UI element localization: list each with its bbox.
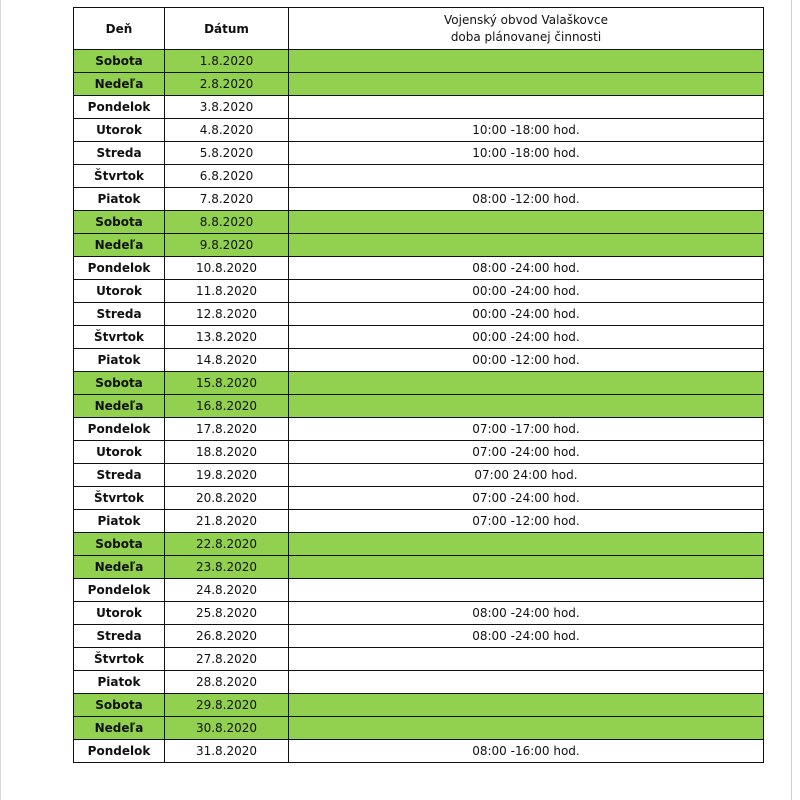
table-row <box>74 119 764 142</box>
activity-time-cell <box>289 533 764 556</box>
activity-time-cell: 07:00 24:00 hod. <box>289 464 764 487</box>
day-cell: Štvrtok <box>74 326 165 349</box>
activity-time-cell <box>289 96 764 119</box>
date-cell: 17.8.2020 <box>165 418 289 441</box>
table-row <box>74 349 764 372</box>
table-row <box>74 418 764 441</box>
table-row <box>74 303 764 326</box>
activity-time-cell: 07:00 -24:00 hod. <box>289 487 764 510</box>
activity-time-cell: 00:00 -24:00 hod. <box>289 303 764 326</box>
table-row <box>74 142 764 165</box>
table-row <box>74 579 764 602</box>
activity-time-cell <box>289 165 764 188</box>
table-row <box>74 487 764 510</box>
table-row <box>74 648 764 671</box>
activity-time-cell <box>289 648 764 671</box>
day-cell: Štvrtok <box>74 487 165 510</box>
activity-time-cell <box>289 211 764 234</box>
activity-time-cell: 08:00 -24:00 hod. <box>289 625 764 648</box>
activity-time-cell: 08:00 -16:00 hod. <box>289 740 764 763</box>
day-cell: Utorok <box>74 441 165 464</box>
date-cell: 28.8.2020 <box>165 671 289 694</box>
activity-time-cell: 08:00 -12:00 hod. <box>289 188 764 211</box>
day-cell: Sobota <box>74 694 165 717</box>
activity-time-cell: 08:00 -24:00 hod. <box>289 602 764 625</box>
date-cell: 12.8.2020 <box>165 303 289 326</box>
page-edge-left <box>0 0 1 800</box>
date-cell: 19.8.2020 <box>165 464 289 487</box>
day-cell: Utorok <box>74 119 165 142</box>
activity-time-cell: 07:00 -24:00 hod. <box>289 441 764 464</box>
date-cell: 26.8.2020 <box>165 625 289 648</box>
date-cell: 22.8.2020 <box>165 533 289 556</box>
day-cell: Pondelok <box>74 740 165 763</box>
table-row <box>74 717 764 740</box>
table-row <box>74 73 764 96</box>
date-cell: 13.8.2020 <box>165 326 289 349</box>
activity-time-cell <box>289 556 764 579</box>
day-cell: Piatok <box>74 671 165 694</box>
day-cell: Sobota <box>74 50 165 73</box>
date-cell: 23.8.2020 <box>165 556 289 579</box>
table-row <box>74 556 764 579</box>
activity-time-cell <box>289 372 764 395</box>
activity-time-cell: 10:00 -18:00 hod. <box>289 142 764 165</box>
table-row <box>74 188 764 211</box>
day-cell: Streda <box>74 142 165 165</box>
activity-time-cell: 07:00 -17:00 hod. <box>289 418 764 441</box>
day-cell: Sobota <box>74 211 165 234</box>
date-cell: 9.8.2020 <box>165 234 289 257</box>
activity-time-cell: 10:00 -18:00 hod. <box>289 119 764 142</box>
table-row <box>74 211 764 234</box>
date-cell: 30.8.2020 <box>165 717 289 740</box>
table-row <box>74 326 764 349</box>
date-cell: 25.8.2020 <box>165 602 289 625</box>
date-cell: 8.8.2020 <box>165 211 289 234</box>
activity-time-cell <box>289 579 764 602</box>
day-cell: Pondelok <box>74 96 165 119</box>
table-row <box>74 280 764 303</box>
activity-time-cell <box>289 694 764 717</box>
date-cell: 16.8.2020 <box>165 395 289 418</box>
activity-time-cell: 07:00 -12:00 hod. <box>289 510 764 533</box>
date-cell: 4.8.2020 <box>165 119 289 142</box>
date-cell: 24.8.2020 <box>165 579 289 602</box>
header-location-line1: Vojenský obvod Valaškovce <box>444 12 608 27</box>
table-row <box>74 257 764 280</box>
table-header-row <box>74 8 764 50</box>
date-cell: 1.8.2020 <box>165 50 289 73</box>
day-cell: Štvrtok <box>74 165 165 188</box>
day-cell: Nedeľa <box>74 717 165 740</box>
activity-time-cell <box>289 234 764 257</box>
day-cell: Utorok <box>74 602 165 625</box>
activity-time-cell: 08:00 -24:00 hod. <box>289 257 764 280</box>
activity-time-cell: 00:00 -24:00 hod. <box>289 280 764 303</box>
schedule-table <box>73 7 764 763</box>
date-cell: 20.8.2020 <box>165 487 289 510</box>
date-cell: 14.8.2020 <box>165 349 289 372</box>
header-location-line2: doba plánovanej činnosti <box>450 29 602 44</box>
date-cell: 11.8.2020 <box>165 280 289 303</box>
day-cell: Piatok <box>74 510 165 533</box>
activity-time-cell <box>289 50 764 73</box>
table-row <box>74 395 764 418</box>
date-cell: 29.8.2020 <box>165 694 289 717</box>
table-row <box>74 510 764 533</box>
day-cell: Nedeľa <box>74 395 165 418</box>
day-cell: Štvrtok <box>74 648 165 671</box>
day-cell: Piatok <box>74 188 165 211</box>
table-row <box>74 96 764 119</box>
activity-time-cell: 00:00 -24:00 hod. <box>289 326 764 349</box>
table-row <box>74 740 764 763</box>
header-location <box>289 8 764 50</box>
date-cell: 18.8.2020 <box>165 441 289 464</box>
table-row <box>74 441 764 464</box>
day-cell: Nedeľa <box>74 556 165 579</box>
day-cell: Streda <box>74 625 165 648</box>
schedule-body <box>74 50 764 763</box>
day-cell: Piatok <box>74 349 165 372</box>
day-cell: Nedeľa <box>74 234 165 257</box>
activity-time-cell <box>289 395 764 418</box>
date-cell: 27.8.2020 <box>165 648 289 671</box>
day-cell: Pondelok <box>74 418 165 441</box>
date-cell: 5.8.2020 <box>165 142 289 165</box>
date-cell: 10.8.2020 <box>165 257 289 280</box>
table-row <box>74 671 764 694</box>
day-cell: Pondelok <box>74 579 165 602</box>
table-row <box>74 165 764 188</box>
page-edge-right <box>791 0 792 800</box>
table-row <box>74 533 764 556</box>
day-cell: Sobota <box>74 533 165 556</box>
activity-time-cell <box>289 73 764 96</box>
date-cell: 3.8.2020 <box>165 96 289 119</box>
activity-time-cell <box>289 671 764 694</box>
date-cell: 15.8.2020 <box>165 372 289 395</box>
activity-time-cell: 00:00 -12:00 hod. <box>289 349 764 372</box>
header-day: Deň <box>74 8 165 50</box>
day-cell: Pondelok <box>74 257 165 280</box>
table-row <box>74 234 764 257</box>
date-cell: 21.8.2020 <box>165 510 289 533</box>
day-cell: Nedeľa <box>74 73 165 96</box>
table-row <box>74 625 764 648</box>
table-row <box>74 602 764 625</box>
day-cell: Streda <box>74 303 165 326</box>
date-cell: 6.8.2020 <box>165 165 289 188</box>
day-cell: Streda <box>74 464 165 487</box>
table-row <box>74 50 764 73</box>
table-row <box>74 372 764 395</box>
date-cell: 2.8.2020 <box>165 73 289 96</box>
date-cell: 7.8.2020 <box>165 188 289 211</box>
date-cell: 31.8.2020 <box>165 740 289 763</box>
header-date: Dátum <box>165 8 289 50</box>
day-cell: Sobota <box>74 372 165 395</box>
day-cell: Utorok <box>74 280 165 303</box>
table-row <box>74 464 764 487</box>
table-row <box>74 694 764 717</box>
activity-time-cell <box>289 717 764 740</box>
